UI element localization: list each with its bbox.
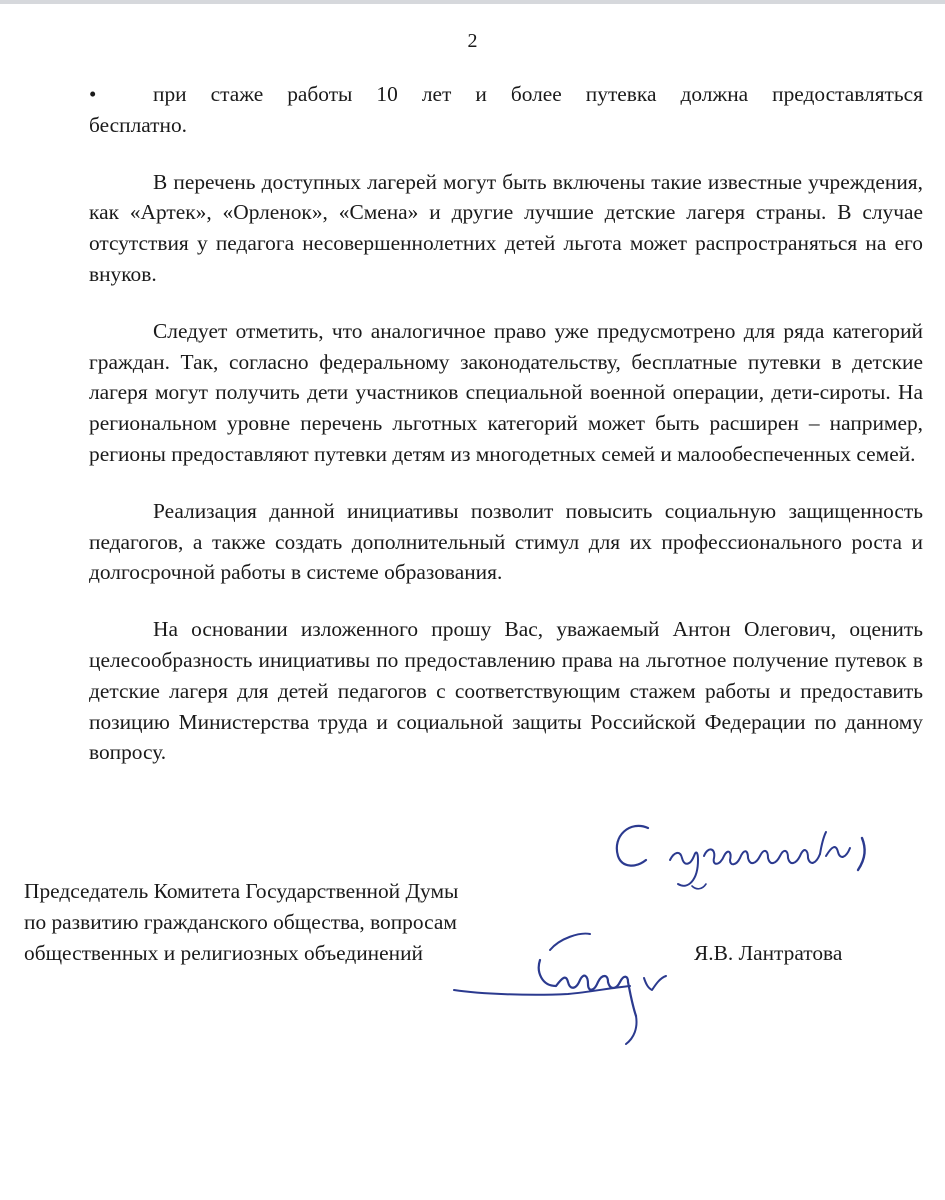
paragraph-request: На основании изложенного прошу Вас, уважаемый Антон Олегович, оценить целесообразность инициативы по предоставлению права на льготное получение путевок в детские лагеря для детей педагогов с соответствующим стажем работы и предоставить позицию Министерства труда и социальной защиты Российской Федерации по данному вопросу. <box>89 617 923 765</box>
handwritten-greeting-signature <box>600 790 900 910</box>
bullet-text-end: бесплатно. <box>89 112 188 137</box>
paragraph-existing-rights: Следует отметить, что аналогичное право уже предусмотрено для ряда категорий граждан. Так, согласно федеральному законодательству, бесплатные путевки в детские лагеря могут получить дети участников специальной военной операции, дети-сироты. На региональном уровне перечень льготных категорий может быть расширен – например, регионы предоставляют путевки детям из многодетных семей и малообеспеченных семей. <box>89 318 923 466</box>
handwritten-signature <box>440 920 700 1050</box>
paragraph-benefits: Реализация данной инициативы позволит повысить социальную защищенность педагогов, а также создать дополнительный стимул для их профессионального роста и долгосрочной работы в системе образования. <box>89 498 923 585</box>
page-number: 2 <box>467 30 478 52</box>
scan-top-edge <box>0 0 945 4</box>
bullet-item <box>89 79 923 110</box>
letter-body <box>89 79 923 794</box>
signatory-name: Я.В. Лантратова <box>694 941 843 965</box>
signatory-title-line-1: Председатель Комитета Государственной Думы <box>24 879 459 903</box>
bullet-text-start: при стаже работы 10 лет и более путевка должна предоставляться <box>153 82 923 106</box>
bullet-icon: • <box>89 82 97 106</box>
signatory-title-line-3: общественных и религиозных объединений <box>24 941 423 965</box>
signatory-title-line-2: по развитию гражданского общества, вопросам <box>24 910 457 934</box>
paragraph-camps: В перечень доступных лагерей могут быть включены такие известные учреждения, как «Артек», «Орленок», «Смена» и другие лучшие детские лагеря страны. В случае отсутствия у педагога несовершеннолетних детей льгота может распространяться на его внуков. <box>89 169 923 286</box>
